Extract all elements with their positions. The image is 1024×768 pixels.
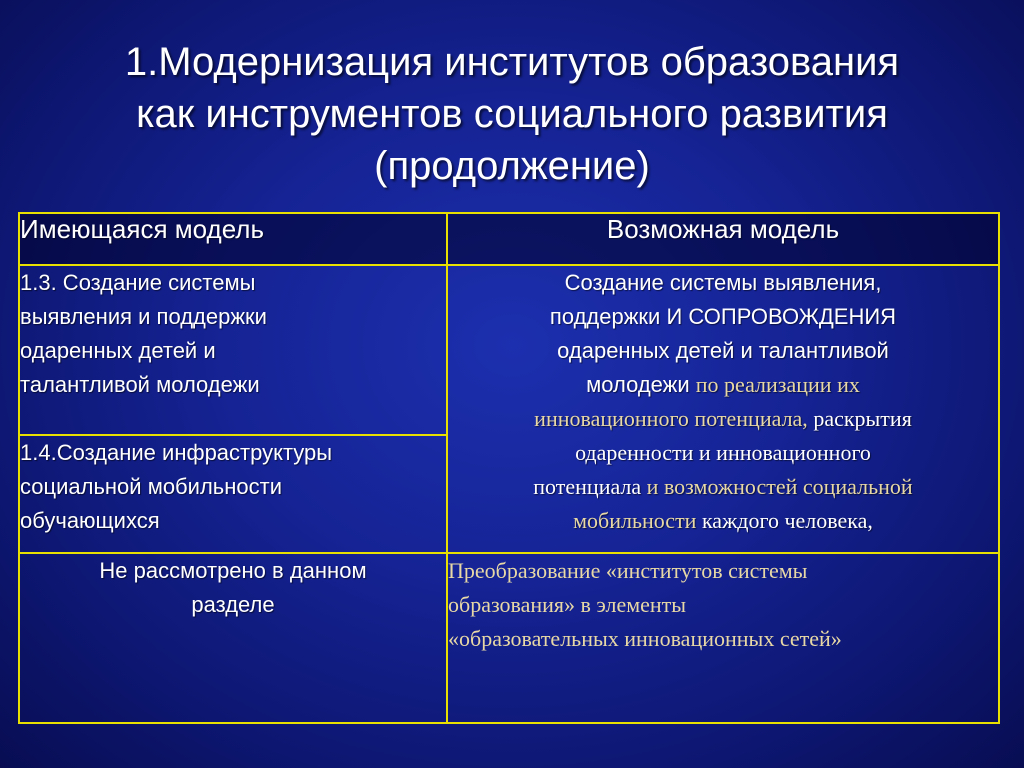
text-span: И СОПРОВОЖДЕНИЯ	[666, 304, 897, 329]
text-span: каждого человека,	[696, 508, 873, 533]
cell-line: талантливой молодежи	[20, 372, 260, 397]
comparison-table	[18, 212, 1000, 724]
text-span: и возможностей социальной	[646, 474, 913, 499]
text-span: молодежи	[586, 372, 696, 397]
cell-line: Преобразование «институтов системы	[448, 558, 808, 583]
cell-line: Не рассмотрено в данном	[99, 558, 367, 583]
cell-line	[448, 368, 998, 402]
possible-model-merged-cell	[447, 265, 999, 553]
cell-line: 1.4.Создание инфраструктуры	[20, 440, 333, 465]
cell-line	[448, 300, 998, 334]
cell-line: социальной мобильности	[20, 474, 282, 499]
cell-line: образования» в элементы	[448, 592, 687, 617]
cell-line: «образовательных инновационных сетей»	[448, 626, 842, 651]
text-span: потенциала	[533, 474, 647, 499]
text-span: поддержки	[549, 304, 667, 329]
cell-line	[448, 436, 998, 470]
text-span: одаренных детей и талантливой	[557, 338, 889, 363]
cell-line: одаренных детей и	[20, 338, 216, 363]
text-span: одаренности и инновационного	[575, 440, 871, 465]
table-row	[19, 265, 999, 435]
title-line-3: (продолжение)	[374, 144, 650, 188]
cell-line	[448, 504, 998, 538]
header-existing-model: Имеющаяся модель	[19, 213, 447, 265]
cell-line: выявления и поддержки	[20, 304, 267, 329]
slide-title	[40, 36, 984, 192]
cell-line: обучающихся	[20, 508, 160, 533]
existing-model-item-1-3	[19, 265, 447, 435]
text-span: раскрытия	[807, 406, 912, 431]
text-span: инновационного потенциала,	[534, 406, 808, 431]
existing-model-not-considered	[19, 553, 447, 723]
table-row	[19, 553, 999, 723]
cell-line	[448, 266, 998, 300]
cell-line: разделе	[191, 592, 275, 617]
text-span: мобильности	[573, 508, 697, 533]
cell-line: 1.3. Создание системы	[20, 270, 256, 295]
existing-model-item-1-4	[19, 435, 447, 553]
cell-line	[448, 402, 998, 436]
cell-line	[448, 470, 998, 504]
title-line-2: как инструментов социального развития	[136, 92, 888, 136]
title-line-1: 1.Модернизация институтов образования	[124, 40, 900, 84]
possible-model-transformation	[447, 553, 999, 723]
cell-line	[448, 334, 998, 368]
text-span: Создание системы выявления,	[564, 270, 882, 295]
header-row	[19, 213, 999, 265]
text-span: по реализации их	[695, 372, 860, 397]
header-possible-model: Возможная модель	[447, 213, 999, 265]
